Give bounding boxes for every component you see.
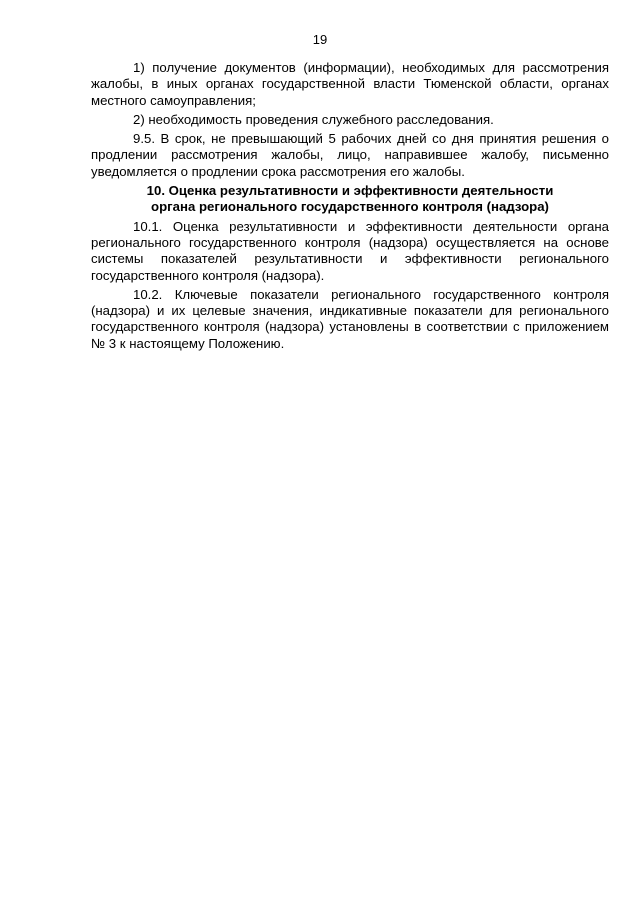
section-heading [91,183,609,216]
document-body [91,60,609,355]
paragraph-10-2: 10.2. Ключевые показатели регионального государственного контроля (надзора) и их целевые значения, индикативные показатели для регионального государственного контроля (надзора) установлены в соответствии с приложением № 3 к настоящему Положению. [91,286,609,351]
paragraph-item-2: 2) необходимость проведения служебного расследования. [133,111,494,127]
section-heading-line-1: 10. Оценка результативности и эффективности деятельности [146,183,554,199]
paragraph-10-1: 10.1. Оценка результативности и эффективности деятельности органа регионального государственного контроля (надзора) осуществляется на основе системы показателей результативности и эффективности регионального государственного контроля (надзора). [91,218,609,283]
paragraph-item-1: 1) получение документов (информации), необходимых для рассмотрения жалобы, в иных органах государственной власти Тюменской области, органах местного самоуправления; [91,60,609,108]
section-heading-line-2: органа регионального государственного контроля (надзора) [151,199,549,215]
paragraph-9-5: 9.5. В срок, не превышающий 5 рабочих дней со дня принятия решения о продлении рассмотрения жалобы, лицо, направившее жалобу, письменно уведомляется о продлении срока рассмотрения его жалобы. [91,131,609,179]
page-number: 19 [312,32,328,47]
